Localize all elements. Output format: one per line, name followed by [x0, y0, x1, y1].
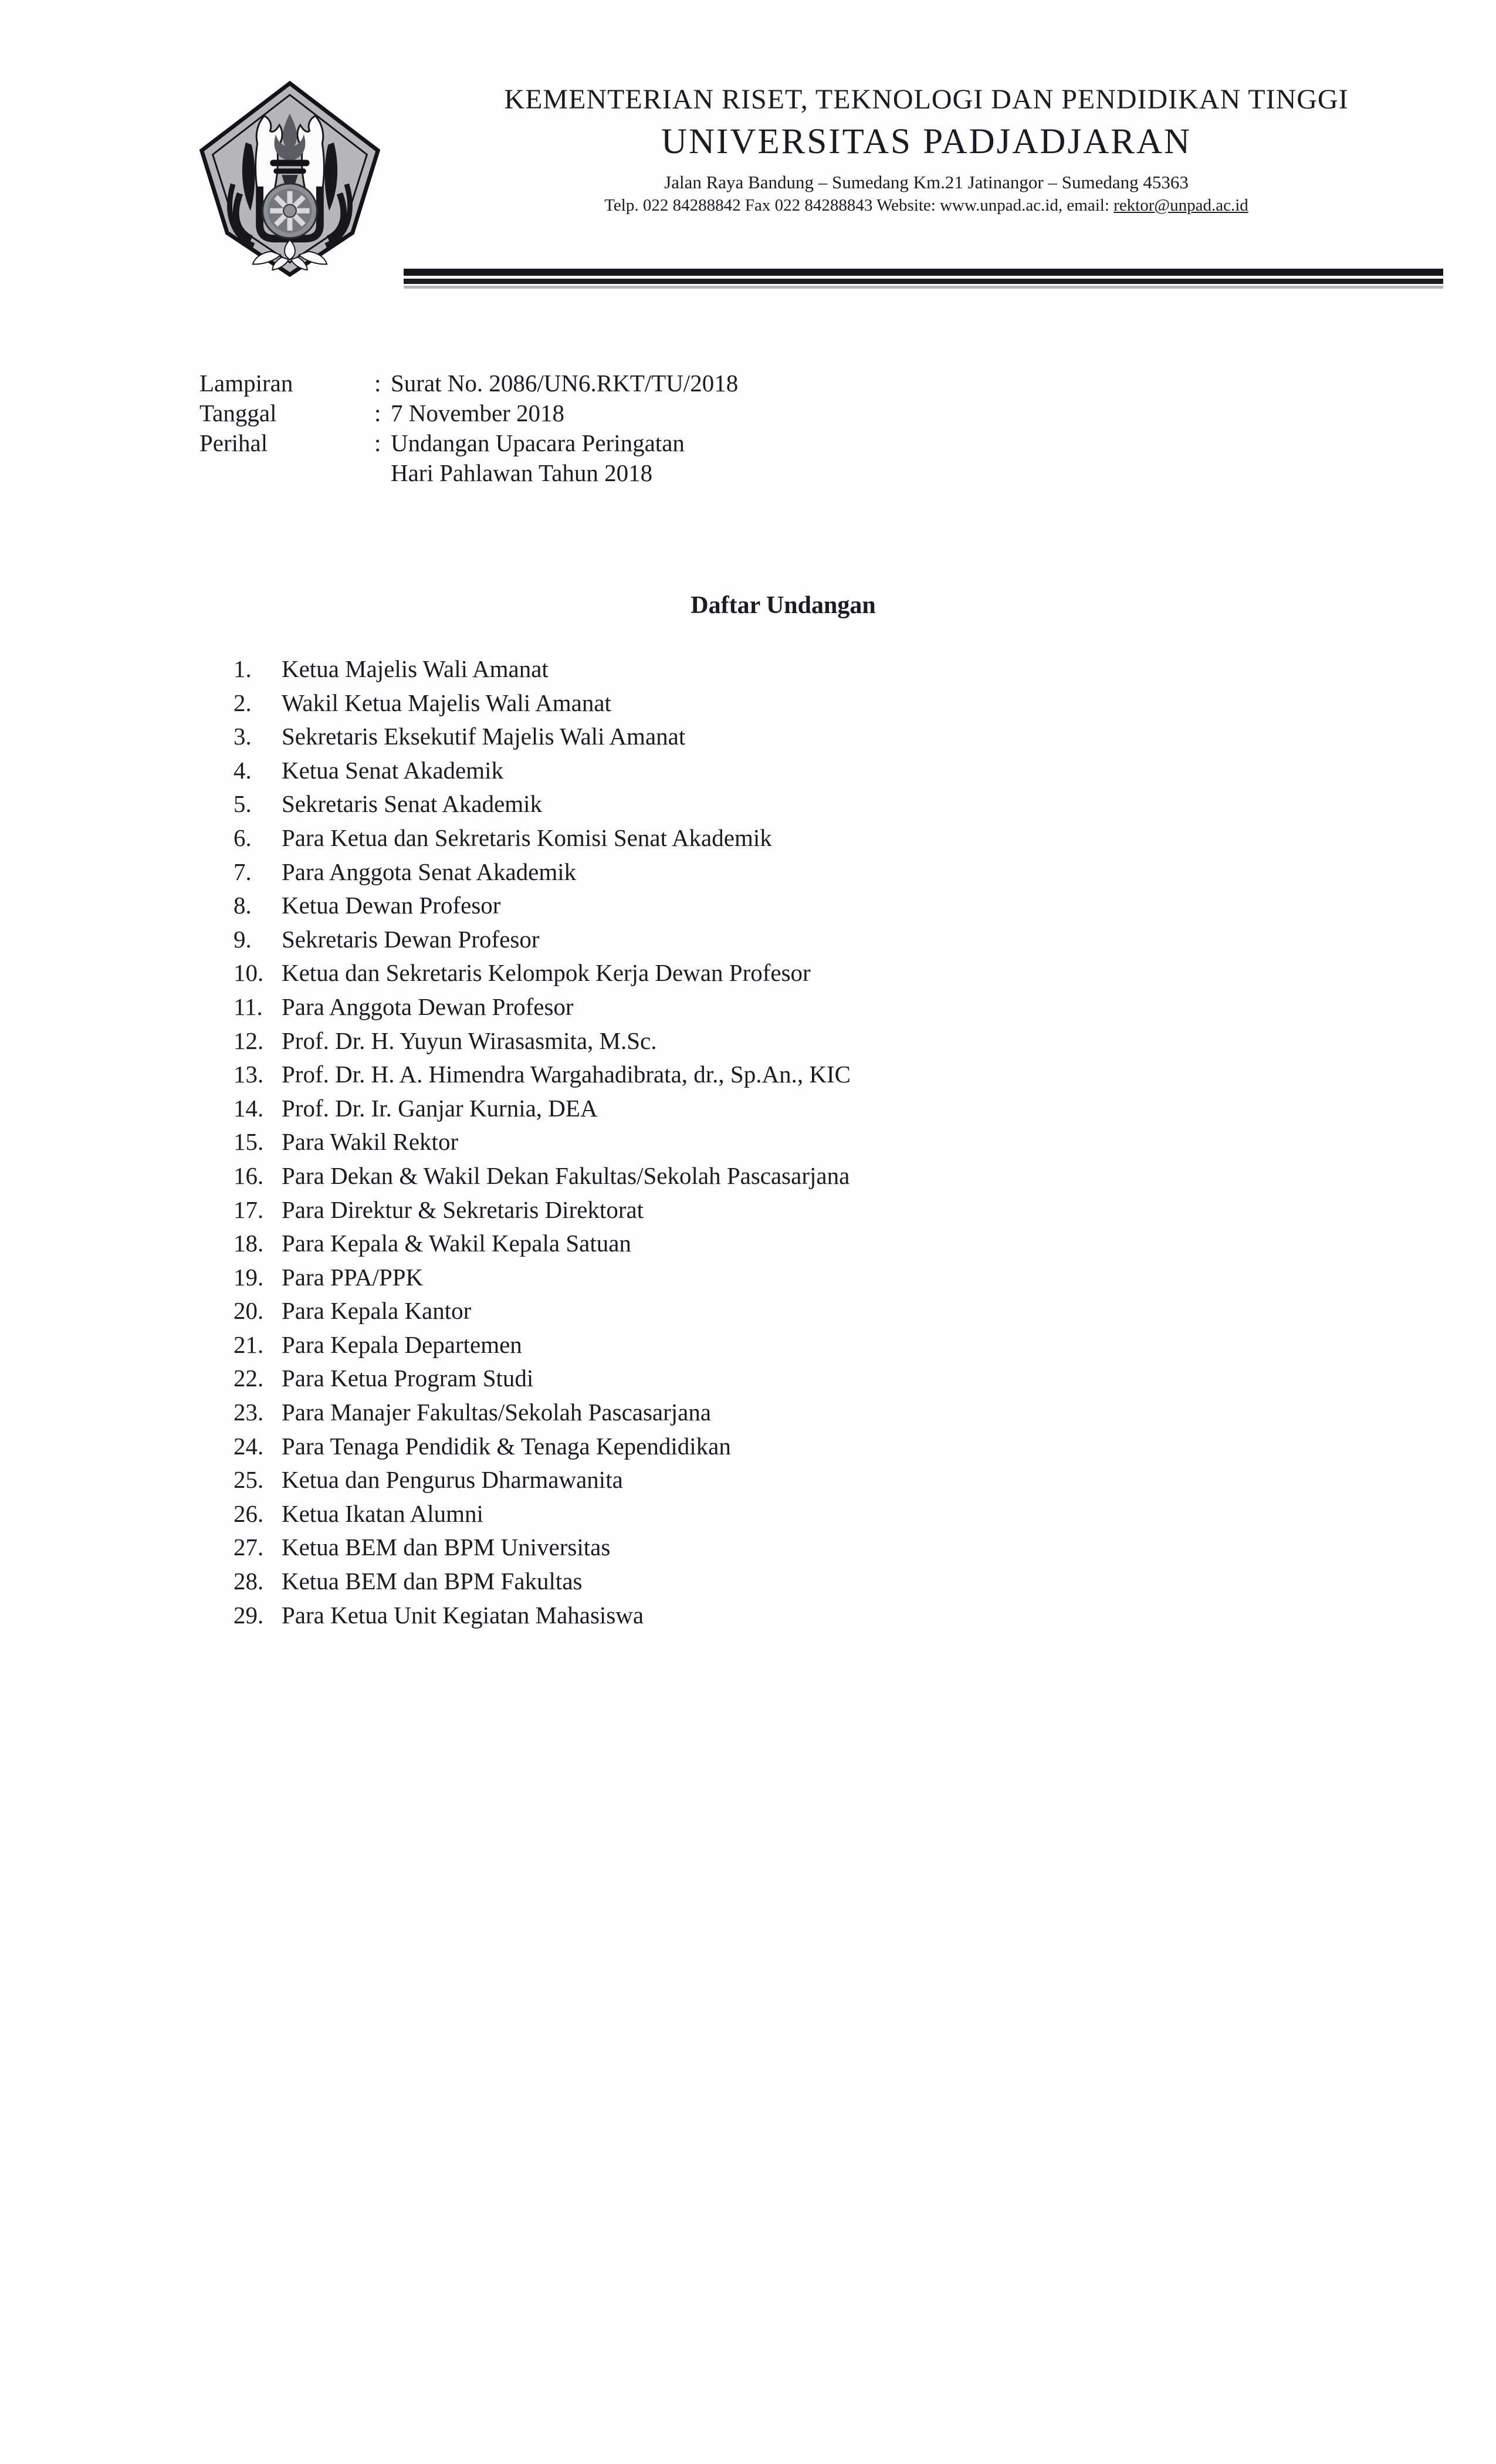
list-item-text: Para Kepala & Wakil Kepala Satuan	[282, 1230, 631, 1257]
list-item-text: Ketua Majelis Wali Amanat	[282, 655, 549, 682]
list-item-number: 5.	[233, 790, 252, 818]
list-item-text: Ketua Dewan Profesor	[282, 892, 501, 919]
list-item-number: 27.	[233, 1534, 264, 1561]
list-item-number: 7.	[233, 858, 252, 885]
list-item-number: 26.	[233, 1500, 264, 1527]
list-item	[233, 1125, 851, 1159]
list-title-wrap	[199, 591, 1367, 620]
list-item	[233, 1024, 851, 1058]
list-item-number: 28.	[233, 1568, 264, 1595]
meta-label: Perihal	[199, 429, 268, 456]
meta-colon: :	[374, 429, 381, 456]
list-item-text: Para PPA/PPK	[282, 1263, 424, 1291]
list-item	[233, 1227, 851, 1261]
list-item	[233, 1159, 851, 1193]
list-item-number: 29.	[233, 1601, 264, 1629]
list-item-number: 12.	[233, 1027, 264, 1054]
list-title: Daftar Undangan	[691, 592, 876, 619]
list-item-number: 16.	[233, 1162, 264, 1189]
list-item-number: 9.	[233, 925, 252, 953]
list-item	[233, 1531, 851, 1565]
list-item-number: 19.	[233, 1263, 264, 1291]
letterhead	[404, 83, 1449, 215]
list-item	[233, 1463, 851, 1497]
meta-colon: :	[374, 370, 381, 397]
list-item-text: Prof. Dr. H. Yuyun Wirasasmita, M.Sc.	[282, 1027, 657, 1054]
list-item-text: Para Dekan & Wakil Dekan Fakultas/Sekolah Pascasarjana	[282, 1162, 850, 1189]
list-item-number: 21.	[233, 1331, 264, 1358]
list-item-number: 14.	[233, 1094, 264, 1122]
list-item	[233, 1261, 851, 1295]
list-item-number: 23.	[233, 1399, 264, 1426]
rule-line-shadow	[404, 286, 1443, 289]
list-item-text: Sekretaris Senat Akademik	[282, 790, 543, 818]
list-item-text: Prof. Dr. H. A. Himendra Wargahadibrata, dr., Sp.An., KIC	[282, 1061, 851, 1088]
list-item	[233, 821, 851, 855]
list-item-text: Para Anggota Dewan Profesor	[282, 993, 574, 1020]
list-item	[233, 956, 851, 990]
list-item-number: 25.	[233, 1466, 264, 1494]
list-item	[233, 652, 851, 686]
contact-line	[404, 196, 1449, 215]
list-item	[233, 1599, 851, 1633]
list-item	[233, 1430, 851, 1464]
list-item-text: Para Tenaga Pendidik & Tenaga Kependidikan	[282, 1432, 731, 1460]
list-item	[233, 1294, 851, 1328]
list-item	[233, 1193, 851, 1227]
list-item-number: 13.	[233, 1061, 264, 1088]
meta-row-perihal-line2	[199, 458, 738, 488]
list-item-number: 22.	[233, 1365, 264, 1392]
list-item-number: 2.	[233, 689, 252, 716]
list-item-text: Para Direktur & Sekretaris Direktorat	[282, 1196, 644, 1223]
list-item-text: Ketua BEM dan BPM Universitas	[282, 1534, 611, 1561]
contact-text: Telp. 022 84288842 Fax 022 84288843 Website: www.unpad.ac.id, email:	[604, 196, 1114, 215]
meta-value: Undangan Upacara Peringatan	[391, 429, 685, 456]
list-item-text: Ketua Senat Akademik	[282, 756, 504, 784]
list-item-number: 11.	[233, 993, 263, 1020]
list-item	[233, 686, 851, 720]
list-item-text: Ketua BEM dan BPM Fakultas	[282, 1568, 583, 1595]
list-item-text: Ketua Ikatan Alumni	[282, 1500, 483, 1527]
list-item	[233, 923, 851, 957]
list-item-number: 15.	[233, 1128, 264, 1156]
list-item	[233, 889, 851, 923]
list-item-number: 6.	[233, 824, 252, 851]
rule-line-bottom	[404, 279, 1443, 284]
meta-colon: :	[374, 400, 381, 427]
unpad-crest-logo	[195, 80, 384, 277]
list-item-text: Para Manajer Fakultas/Sekolah Pascasarjana	[282, 1399, 712, 1426]
ministry-name: KEMENTERIAN RISET, TEKNOLOGI DAN PENDIDIKAN TINGGI	[504, 84, 1349, 115]
list-item-text: Para Ketua Program Studi	[282, 1365, 534, 1392]
list-item	[233, 1565, 851, 1599]
list-item	[233, 990, 851, 1024]
address-line: Jalan Raya Bandung – Sumedang Km.21 Jatinangor – Sumedang 45363	[664, 172, 1189, 192]
list-item-number: 18.	[233, 1230, 264, 1257]
university-name: UNIVERSITAS PADJADJARAN	[661, 122, 1192, 161]
list-item-number: 8.	[233, 892, 252, 919]
list-item	[233, 1497, 851, 1531]
meta-row-perihal	[199, 428, 738, 458]
list-item-text: Wakil Ketua Majelis Wali Amanat	[282, 689, 611, 716]
list-item-text: Para Ketua dan Sekretaris Komisi Senat Akademik	[282, 824, 772, 851]
email-link[interactable]: rektor@unpad.ac.id	[1113, 196, 1248, 215]
list-item-number: 17.	[233, 1196, 264, 1223]
list-item	[233, 855, 851, 889]
invitation-list	[233, 652, 851, 1632]
list-item-number: 4.	[233, 756, 252, 784]
list-item-text: Para Kepala Kantor	[282, 1297, 472, 1325]
rule-line-top	[404, 269, 1443, 276]
list-item-text: Para Ketua Unit Kegiatan Mahasiswa	[282, 1601, 644, 1629]
list-item-text: Ketua dan Pengurus Dharmawanita	[282, 1466, 623, 1494]
meta-value-continued: Hari Pahlawan Tahun 2018	[391, 459, 653, 486]
list-item-text: Para Kepala Departemen	[282, 1331, 522, 1358]
list-item	[233, 1396, 851, 1430]
list-item-text: Para Wakil Rektor	[282, 1128, 459, 1156]
meta-value: Surat No. 2086/UN6.RKT/TU/2018	[391, 370, 739, 397]
list-item-number: 24.	[233, 1432, 264, 1460]
list-item-text: Sekretaris Eksekutif Majelis Wali Amanat	[282, 723, 686, 750]
list-item-text: Sekretaris Dewan Profesor	[282, 925, 540, 953]
list-item-number: 1.	[233, 655, 252, 682]
list-item-text: Para Anggota Senat Akademik	[282, 858, 577, 885]
list-item-text: Ketua dan Sekretaris Kelompok Kerja Dewan Profesor	[282, 959, 811, 987]
meta-row-tanggal	[199, 398, 738, 428]
list-item	[233, 787, 851, 821]
list-item	[233, 1092, 851, 1126]
list-item-text: Prof. Dr. Ir. Ganjar Kurnia, DEA	[282, 1094, 598, 1122]
list-item	[233, 720, 851, 754]
list-item	[233, 754, 851, 788]
letterhead-rule	[404, 269, 1443, 289]
meta-label: Tanggal	[199, 400, 277, 427]
list-item	[233, 1328, 851, 1362]
list-item	[233, 1058, 851, 1092]
letter-meta	[199, 368, 738, 488]
list-item	[233, 1362, 851, 1396]
meta-value: 7 November 2018	[391, 400, 565, 427]
list-item-number: 3.	[233, 723, 252, 750]
meta-row-lampiran	[199, 368, 738, 398]
meta-label: Lampiran	[199, 370, 293, 397]
list-item-number: 20.	[233, 1297, 264, 1325]
list-item-number: 10.	[233, 959, 264, 987]
